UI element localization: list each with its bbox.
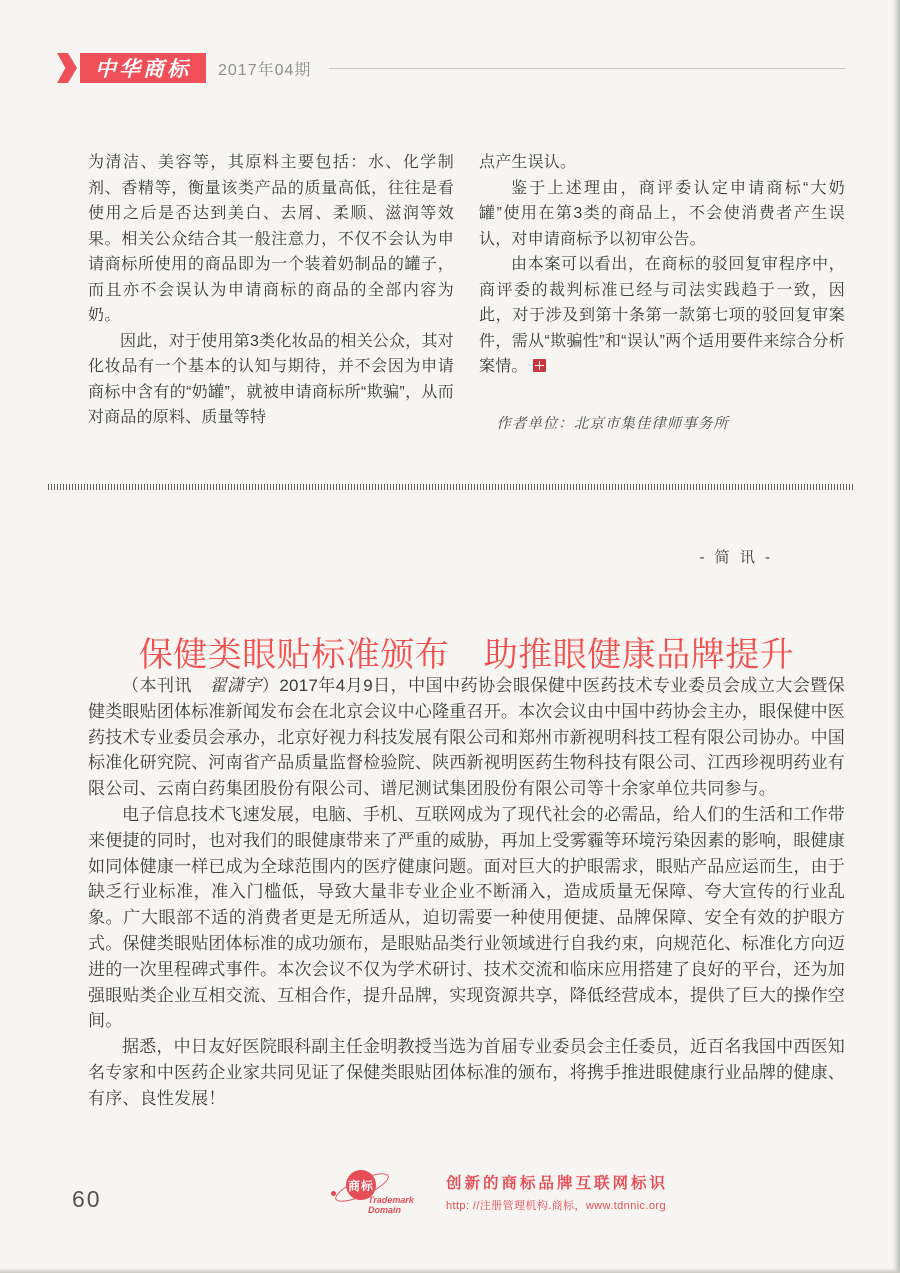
news-paragraph: 据悉，中日友好医院眼科副主任金明教授当选为首届专业委员会主任委员，近百名我国中西医知名专家和中医药企业家共同见证了保健类眼贴团体标准的颁布，将携手推进眼健康行业品牌的健康、有序、良性发展！ bbox=[88, 1037, 845, 1108]
footer-logo-group bbox=[336, 1164, 668, 1216]
news-paragraph-text: ）2017年4月9日，中国中药协会眼保健中医药技术专业委员会成立大会暨保健类眼贴团体标准新闻发布会在北京会议中心隆重召开。本次会议由中国中药协会主办，眼保健中医药技术专业委员会承办，北京好视力科技发展有限公司和郑州市新视明科技工程有限公司协办。中国标准化研究院、河南省产品质量监督检验院、陕西新视明医药生物科技有限公司、江西珍视明药业有限公司、云南白药集团股份有限公司、谱尼测试集团股份有限公司等十余家单位共同参与。 bbox=[88, 676, 845, 799]
article-paragraph-text: 由本案可以看出，在商标的驳回复审程序中，商评委的裁判标准已经与司法实践趋于一致，因此，对于涉及到第十条第一款第七项的驳回复审案件，需从“欺骗性”和“误认”两个适用要件来综合分析案情。 bbox=[479, 256, 845, 375]
article-section bbox=[88, 150, 845, 433]
ribbon-tail-icon bbox=[57, 53, 77, 83]
footer-slogan: 创新的商标品牌互联网标识 bbox=[446, 1175, 669, 1192]
byline-author: 翟潇宇 bbox=[209, 676, 262, 695]
logo-subtitle: Trademark Domain bbox=[368, 1195, 414, 1216]
scan-edge-right bbox=[892, 0, 900, 1273]
news-paragraph bbox=[88, 673, 845, 802]
brand-logo-text: 中华商标 bbox=[95, 57, 191, 81]
article-paragraph: 鉴于上述理由，商评委认定申请商标“大奶罐”使用在第3类的商品上，不会使消费者产生误认，对申请商标予以初审公告。 bbox=[479, 179, 845, 248]
section-divider bbox=[48, 484, 854, 490]
article-paragraph: 因此，对于使用第3类化妆品的相关公众，其对化妆品有一个基本的认知与期待，并不会因为申请商标中含有的“奶罐”，就被申请商标所“欺骗”，从而对商品的原料、质量等特 bbox=[88, 332, 454, 426]
footer-url: http: //注册管理机构.商标，www.tdnnic.org bbox=[446, 1200, 667, 1212]
page-header bbox=[57, 52, 845, 84]
page-number: 60 bbox=[72, 1186, 102, 1212]
article-paragraph: 点产生误认。 bbox=[479, 154, 577, 171]
logo-circle: 商标 bbox=[346, 1170, 376, 1200]
header-rule bbox=[329, 68, 845, 69]
article-end-seal-icon bbox=[533, 359, 546, 372]
logo-orbit-dot-icon bbox=[331, 1191, 336, 1196]
trademark-domain-logo-icon bbox=[336, 1164, 414, 1216]
article-paragraph: 为清洁、美容等，其原料主要包括：水、化学制剂、香精等，衡量该类产品的质量高低，往往是看使用之后是否达到美白、去屑、柔顺、滋润等效果。相关公众结合其一般注意力，不仅不会认为申请商标所使用的商品即为一个装着奶制品的罐子，而且亦不会误认为申请商标的商品的全部内容为奶。 bbox=[88, 154, 454, 324]
brand-ribbon bbox=[80, 53, 206, 83]
article-column-left bbox=[88, 150, 454, 433]
footer-text-block bbox=[446, 1164, 668, 1213]
news-paragraph: 电子信息技术飞速发展，电脑、手机、互联网成为了现代社会的必需品，给人们的生活和工作带来便捷的同时，也对我们的眼健康带来了严重的威胁，再加上受雾霾等环境污染因素的影响，眼健康如同体健康一样已成为全球范围内的医疗健康问题。面对巨大的护眼需求，眼贴产品应运而生，由于缺乏行业标准，准入门槛低，导致大量非专业企业不断涌入，造成质量无保障、夸大宣传的行业乱象。广大眼部不适的消费者更是无所适从，迫切需要一种使用便捷、品牌保障、安全有效的护眼方式。保健类眼贴团体标准的成功颁布，是眼贴品类行业领域进行自我约束，向规范化、标准化方向迈进的一次里程碑式事件。本次会议不仅为学术研讨、技术交流和临床应用搭建了良好的平台，还为加强眼贴类企业互相交流、互相合作，提升品牌，实现资源共享，降低经营成本，提供了巨大的操作空间。 bbox=[88, 804, 845, 1031]
issue-label: 2017年04期 bbox=[218, 61, 312, 79]
article-column-right bbox=[479, 150, 845, 433]
brief-section-label: - 简 讯 - bbox=[699, 549, 773, 566]
news-headline: 保健类眼贴标准颁布 助推眼健康品牌提升 bbox=[138, 635, 795, 674]
byline-prefix: （本刊讯 bbox=[122, 676, 210, 695]
news-body bbox=[88, 673, 845, 1112]
article-paragraph bbox=[479, 252, 845, 380]
author-line: 作者单位：北京市集佳律师事务所 bbox=[496, 415, 729, 432]
scan-edge-bottom bbox=[0, 1268, 900, 1273]
